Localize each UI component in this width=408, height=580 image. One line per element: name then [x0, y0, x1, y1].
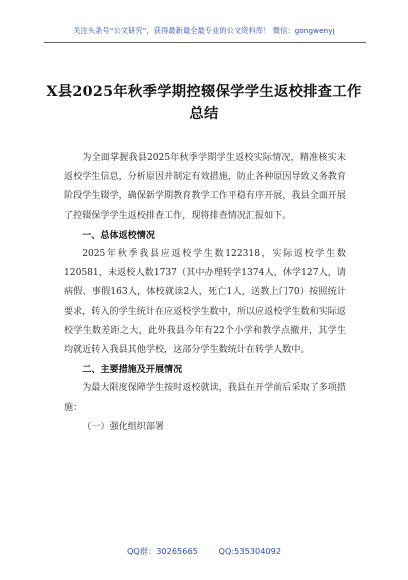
intro-paragraph: 为全面掌握我县2025年秋季学期学生返校实际情况，精准核实未返校学生信息，分析原因并制定有效措施，防止各种原因导致义务教育阶段学生辍学，确保新学期教育教学工作平稳有序开展，我县全面开展了控辍保学学生返校排查工作，现将排查情况汇报如下。 [64, 153, 346, 221]
section-2-paragraph: 为最大限度保障学生按时返校就读，我县在开学前后采取了多项措施： [64, 383, 346, 413]
section-2-heading: 二、主要措施及开展情况 [82, 364, 183, 376]
section-1-heading: 一、总体返校情况 [82, 229, 155, 241]
footer-contact [0, 546, 408, 557]
document-title-line-1: X县2025年秋季学期控辍保学学生返校排查工作 [46, 84, 362, 100]
footer-qq: QQ:535304092 [218, 546, 282, 556]
footer-qq-group: QQ群：30265665 [126, 546, 198, 556]
subsection-1-heading: （一）强化组织部署 [82, 421, 165, 432]
header-promo-text: 关注头条号“公文研究”，获得最新最全最专业的公文资料库！ 微信：gongwenyj [73, 26, 335, 35]
document-body [64, 149, 346, 437]
header-divider [44, 42, 366, 43]
section-1-paragraph: 2025年秋季我县应返校学生数122318，实际返校学生数120581，未返校人数1737（其中办理转学1374人，休学127人，请病假、事假163人，体校就读2人，死亡1人，送教上门70）按照统计要求，转入的学生统计在应返校学生数中，所以应返校学生数和实际返校学生数差距之大，此外我县今年有22个小学和教学点撤并，其学生均就近转入我县其他学校，这部分学生数统计在转学人数中。 [64, 249, 346, 356]
document-title-line-2: 总结 [189, 106, 219, 122]
